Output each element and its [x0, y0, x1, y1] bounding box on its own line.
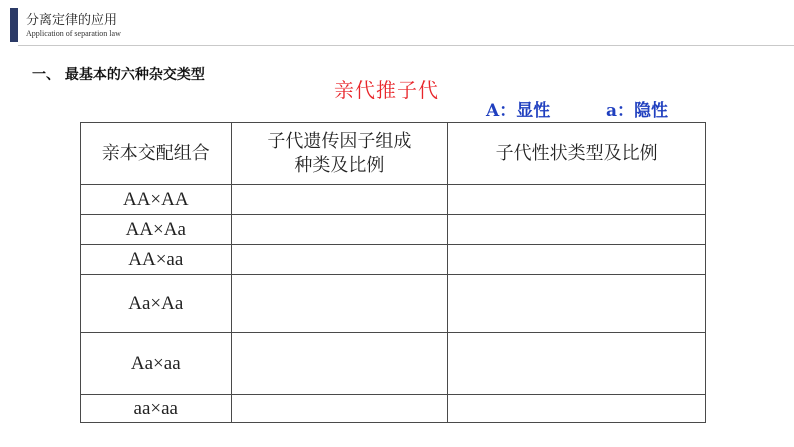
table-header-row: [81, 123, 706, 185]
row-combo-cell: Aa×Aa: [81, 275, 232, 333]
header-parent-combo: 亲本交配组合: [81, 123, 232, 185]
row-combo-cell: AA×AA: [81, 185, 232, 215]
table-row: [81, 185, 706, 215]
genotype-ratio-cell: [231, 333, 448, 395]
table-row: [81, 333, 706, 395]
section-heading: 一、 最基本的六种杂交类型: [32, 67, 205, 83]
header-offspring-genotype-text: 子代遗传因子组成种类及比例: [267, 130, 412, 176]
phenotype-ratio-cell: [448, 215, 706, 245]
genotype-ratio-cell: [231, 185, 448, 215]
row-combo-cell: AA×aa: [81, 245, 232, 275]
table-row: [81, 245, 706, 275]
phenotype-ratio-cell: [448, 185, 706, 215]
header-accent-bar: [10, 8, 18, 42]
row-combo-cell: aa×aa: [81, 395, 232, 423]
phenotype-ratio-cell: [448, 245, 706, 275]
phenotype-ratio-cell: [448, 275, 706, 333]
header-offspring-genotype: [231, 123, 448, 185]
header-divider: [18, 45, 794, 46]
phenotype-ratio-cell: [448, 333, 706, 395]
legend-dominant: A：显性: [486, 101, 551, 121]
row-combo-cell: Aa×aa: [81, 333, 232, 395]
genotype-ratio-cell: [231, 215, 448, 245]
row-combo-cell: AA×Aa: [81, 215, 232, 245]
red-title: 亲代推子代: [334, 78, 439, 102]
cross-types-table: [80, 122, 706, 423]
table-row: [81, 275, 706, 333]
page-header-title: 分离定律的应用: [26, 13, 118, 28]
page-header-subtitle: Application of separation law: [26, 29, 121, 38]
genotype-ratio-cell: [231, 245, 448, 275]
header-offspring-phenotype: 子代性状类型及比例: [448, 123, 706, 185]
phenotype-ratio-cell: [448, 395, 706, 423]
genotype-ratio-cell: [231, 395, 448, 423]
table-row: [81, 215, 706, 245]
legend-recessive: a：隐性: [606, 101, 669, 121]
genotype-ratio-cell: [231, 275, 448, 333]
table-row: [81, 395, 706, 423]
